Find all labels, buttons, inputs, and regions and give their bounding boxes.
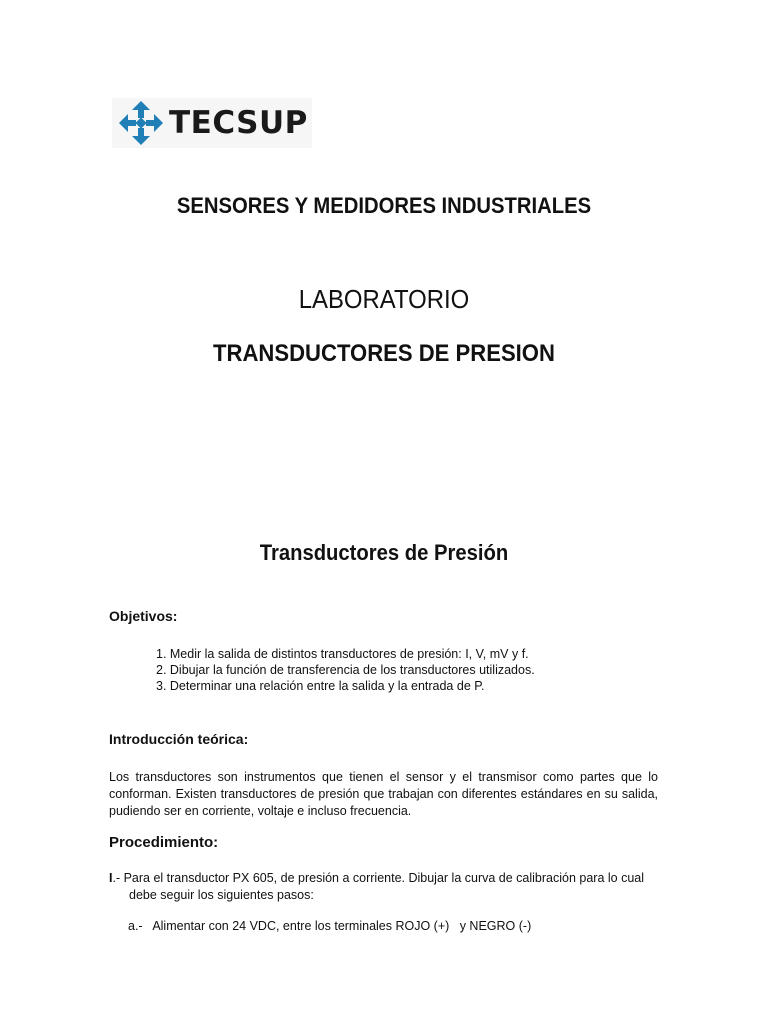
course-title: SENSORES Y MEDIDORES INDUSTRIALES — [176, 193, 592, 218]
intro-paragraph: Los transductores son instrumentos que tienen el sensor y el transmisor como partes que lo conforman. Existen transductores de presión que trabajan con diferentes estándares en su salida, pudiendo ser en corriente, voltaje e incluso frecuencia. — [109, 770, 658, 818]
section-title: Transductores de Presión — [259, 540, 509, 565]
logo-wordmark: TECSUP — [169, 104, 308, 141]
recycle-arrows-icon — [117, 99, 165, 147]
lab-topic-title: TRANSDUCTORES DE PRESION — [213, 340, 555, 367]
step-number: I — [109, 871, 113, 885]
objective-item: 2. Dibujar la función de transferencia de los transductores utilizados. — [156, 663, 535, 677]
procedure-heading: Procedimiento: — [109, 834, 219, 851]
procedure-step-1 — [109, 870, 669, 904]
intro-heading: Introducción teórica: — [109, 731, 249, 747]
objective-item: 3. Determinar una relación entre la salida y la entrada de P. — [156, 679, 485, 693]
lab-label: LABORATORIO — [298, 284, 470, 314]
objective-item: 1. Medir la salida de distintos transductores de presión: I, V, mV y f. — [156, 647, 529, 661]
tecsup-logo — [112, 98, 312, 148]
step-text-line2: debe seguir los siguientes pasos: — [129, 888, 314, 902]
objectives-heading: Objetivos: — [109, 608, 178, 624]
procedure-substep-a: a.- Alimentar con 24 VDC, entre los terminales ROJO (+) y NEGRO (-) — [128, 919, 532, 933]
step-text-line1: .- Para el transductor PX 605, de presión a corriente. Dibujar la curva de calibración para lo cual — [112, 871, 645, 885]
objectives-list — [156, 646, 535, 694]
